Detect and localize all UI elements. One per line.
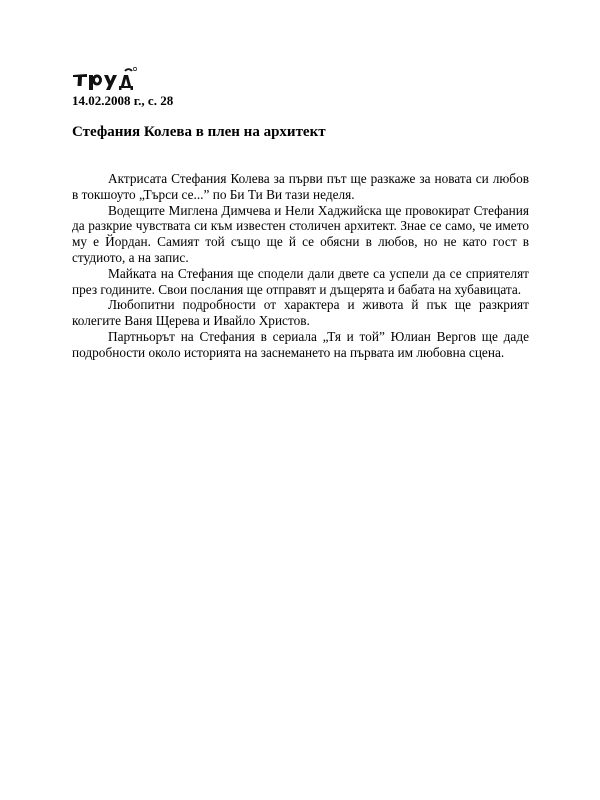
article-body [72, 171, 529, 361]
article-paragraph: Партньорът на Стефания в сериала „Тя и той” Юлиан Вергов ще даде подробности около историята на заснемането на първата им любовна сцена. [72, 328, 529, 360]
trud-logo [72, 66, 138, 92]
article-paragraph: Любопитни подробности от характера и живота й пък ще разкрият колегите Ваня Щерева и Ивайло Христов. [72, 297, 529, 329]
article-paragraph: Водещите Миглена Димчева и Нели Хаджийска ще провокират Стефания да разкрие чувствата си към известен столичен архитект. Знае се само, че името му е Йордан. Самият той също ще й се обясни в любов, но не като гост в студиото, а на запис. [72, 202, 529, 265]
article-title: Стефания Колева в плен на архитект [72, 124, 326, 140]
trud-logo-image [72, 66, 138, 92]
article-paragraph: Майката на Стефания ще сподели дали двете са успели да се сприятелят през годините. Свои послания ще отправят и дъщерята и бабата на хубавицата. [72, 265, 529, 297]
article-paragraph: Актрисата Стефания Колева за първи път ще разкаже за новата си любов в токшоуто „Търси се...” по Би Ти Ви тази неделя. [72, 171, 529, 202]
source-date-line: 14.02.2008 г., с. 28 [72, 93, 174, 108]
